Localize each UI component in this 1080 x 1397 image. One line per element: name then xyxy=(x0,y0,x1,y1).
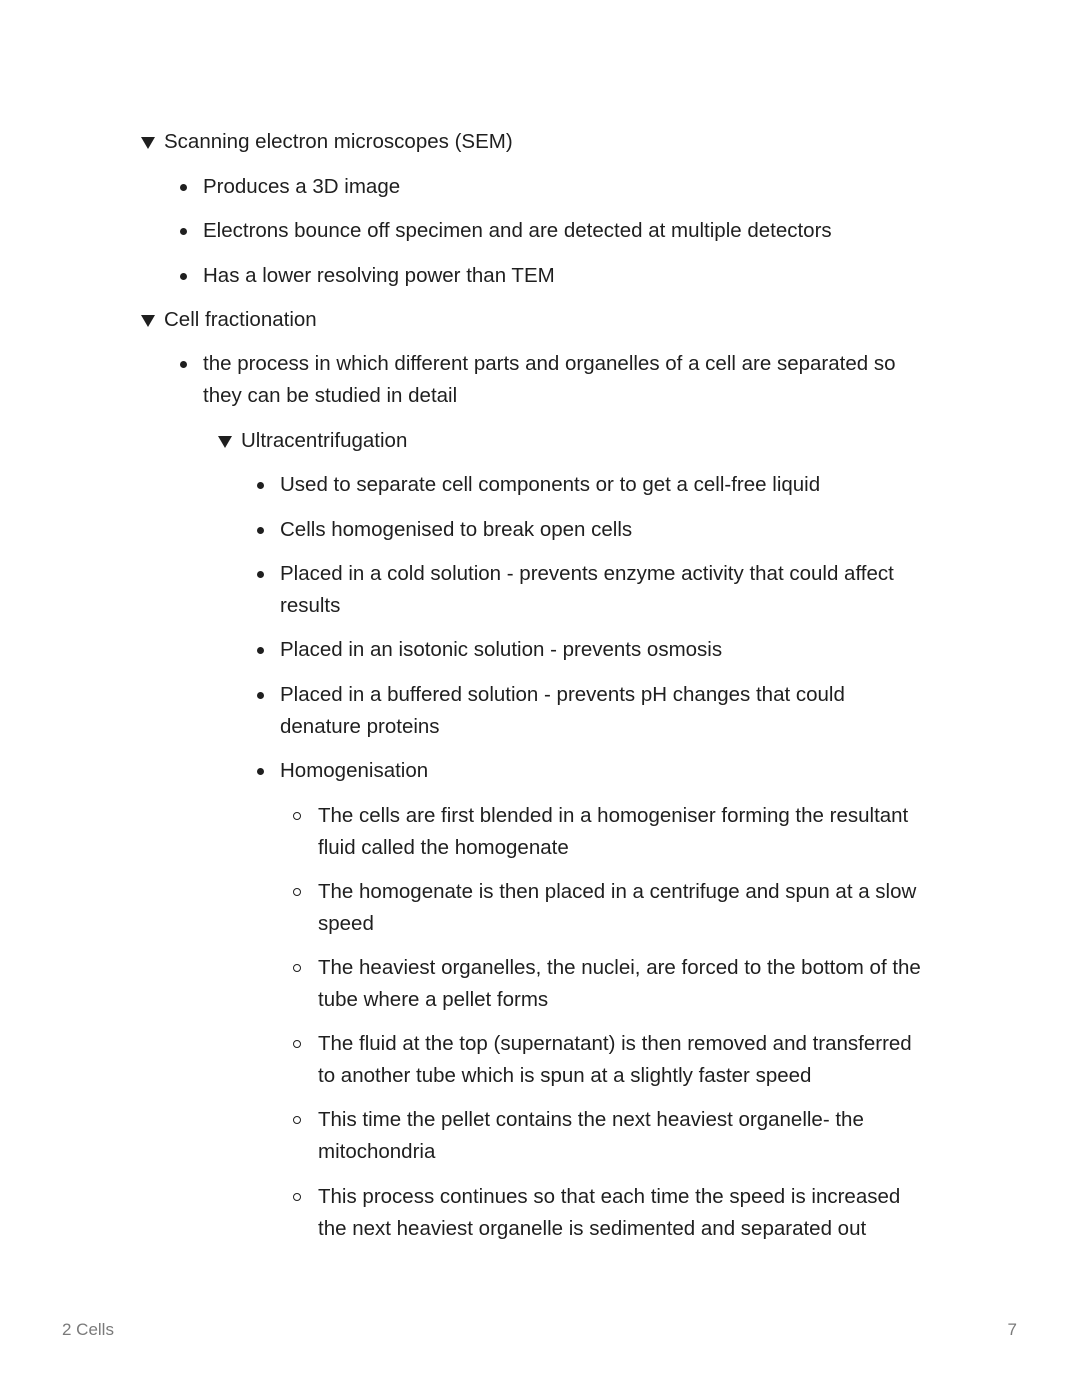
toggle-heading-cell-fractionation: Cell fractionation xyxy=(164,308,317,331)
list-item: The heaviest organelles, the nuclei, are forced to the bottom of the xyxy=(318,956,921,979)
bullet-icon xyxy=(257,768,264,775)
footer-document-title: 2 Cells xyxy=(62,1320,114,1339)
list-item-continuation: they can be studied in detail xyxy=(203,384,458,407)
list-item: Placed in a buffered solution - prevents pH changes that could xyxy=(280,683,845,706)
toggle-heading-sem: Scanning electron microscopes (SEM) xyxy=(164,130,513,153)
footer-page-number: 7 xyxy=(1007,1320,1017,1339)
toggle-triangle-icon[interactable] xyxy=(141,315,155,327)
list-item-continuation: denature proteins xyxy=(280,715,440,738)
bullet-icon xyxy=(180,228,187,235)
bullet-icon xyxy=(180,361,187,368)
list-item-continuation: to another tube which is spun at a slightly faster speed xyxy=(318,1064,812,1087)
list-item-continuation: mitochondria xyxy=(318,1140,436,1163)
list-item: Homogenisation xyxy=(280,759,429,782)
bullet-icon xyxy=(257,692,264,699)
list-item-continuation: tube where a pellet forms xyxy=(318,988,549,1011)
toggle-triangle-icon[interactable] xyxy=(141,137,155,149)
list-item: Electrons bounce off specimen and are detected at multiple detectors xyxy=(203,219,832,242)
hollow-bullet-icon xyxy=(293,888,301,896)
list-item: Placed in an isotonic solution - prevents osmosis xyxy=(280,638,723,661)
list-item: The fluid at the top (supernatant) is then removed and transferred xyxy=(318,1032,912,1055)
list-item: the process in which different parts and organelles of a cell are separated so xyxy=(203,352,896,375)
bullet-icon xyxy=(180,273,187,280)
list-item: Used to separate cell components or to get a cell-free liquid xyxy=(280,473,821,496)
list-item: The homogenate is then placed in a centrifuge and spun at a slow xyxy=(318,880,917,903)
list-item-continuation: the next heaviest organelle is sedimented and separated out xyxy=(318,1217,867,1240)
list-item: Has a lower resolving power than TEM xyxy=(203,264,555,287)
list-item: Cells homogenised to break open cells xyxy=(280,518,633,541)
list-item: Placed in a cold solution - prevents enzyme activity that could affect xyxy=(280,562,894,585)
toggle-heading-ultracentrifugation: Ultracentrifugation xyxy=(241,429,408,452)
list-item-continuation: results xyxy=(280,594,341,617)
toggle-triangle-icon[interactable] xyxy=(218,436,232,448)
list-item: The cells are first blended in a homogeniser forming the resultant xyxy=(318,804,909,827)
hollow-bullet-icon xyxy=(293,812,301,820)
hollow-bullet-icon xyxy=(293,1116,301,1124)
hollow-bullet-icon xyxy=(293,1193,301,1201)
bullet-icon xyxy=(257,647,264,654)
hollow-bullet-icon xyxy=(293,1040,301,1048)
hollow-bullet-icon xyxy=(293,964,301,972)
bullet-icon xyxy=(257,482,264,489)
list-item: Produces a 3D image xyxy=(203,175,401,198)
list-item-continuation: fluid called the homogenate xyxy=(318,836,569,859)
bullet-icon xyxy=(257,571,264,578)
bullet-icon xyxy=(257,527,264,534)
list-item: This time the pellet contains the next heaviest organelle- the xyxy=(318,1108,864,1131)
bullet-icon xyxy=(180,184,187,191)
list-item-continuation: speed xyxy=(318,912,374,935)
list-item: This process continues so that each time the speed is increased xyxy=(318,1185,901,1208)
